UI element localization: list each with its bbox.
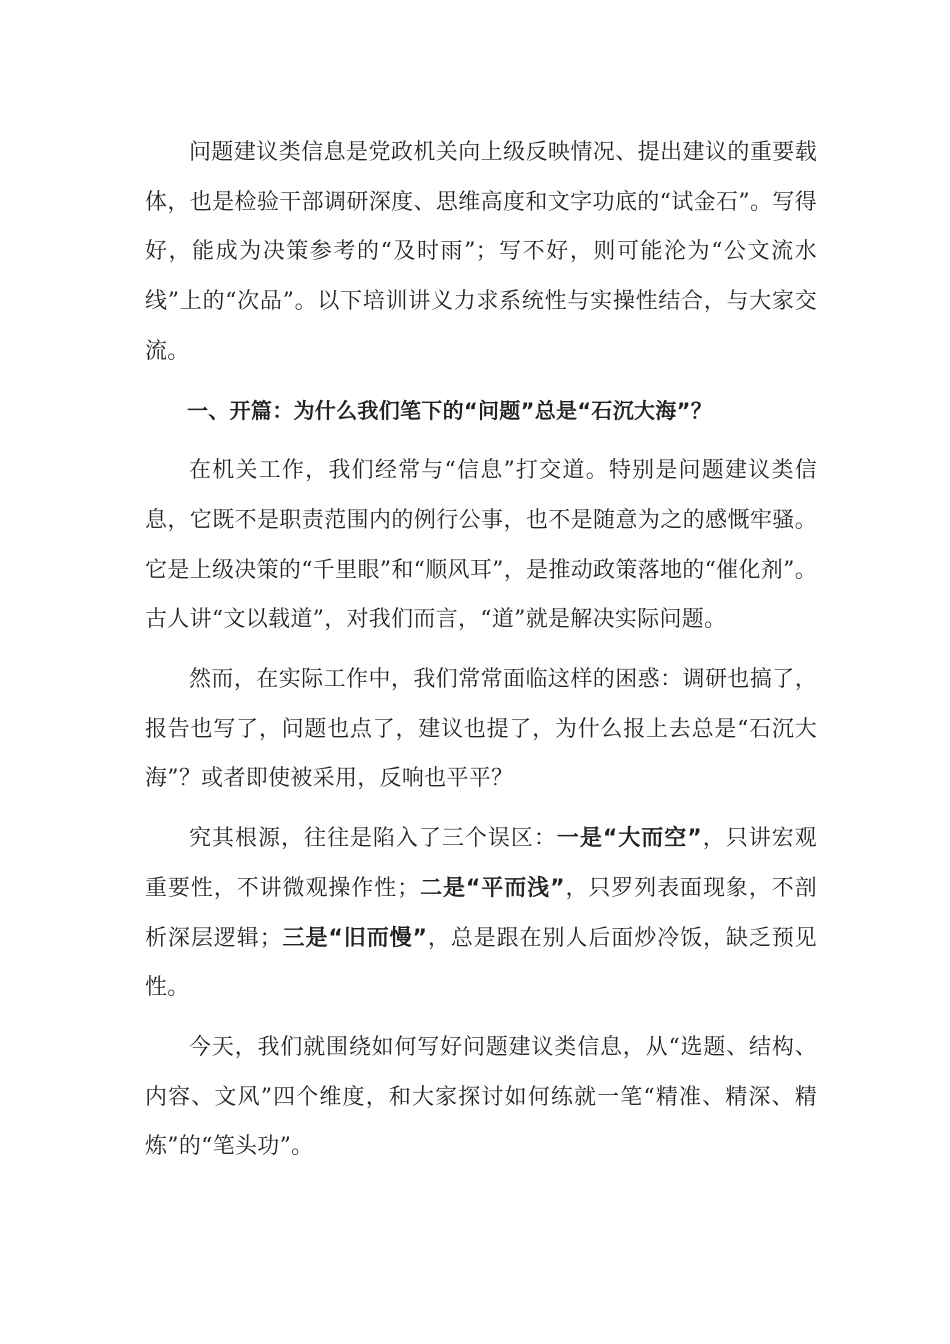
misconception-3-label: 三是“旧而慢” <box>281 925 428 951</box>
intro-paragraph: 问题建议类信息是党政机关向上级反映情况、提出建议的重要载体，也是检验干部调研深度、思维高度和文字功底的“试金石”。写得好，能成为决策参考的“及时雨”；写不好，则可能沦为“公文流水线”上的“次品”。以下培训讲义力求系统性与实操性结合，与大家交流。 <box>145 140 817 364</box>
body-paragraph-4: 今天，我们就围绕如何写好问题建议类信息，从“选题、结构、内容、文风”四个维度，和大家探讨如何练就一笔“精准、精深、精炼”的“笔头功”。 <box>145 1034 817 1160</box>
misconception-2-text: ，只罗列表面现象，不剖析深层逻辑； <box>145 875 817 951</box>
misconception-3-text: ，总是跟在别人后面炒冷饭，缺乏预见性。 <box>145 925 817 1001</box>
body-paragraph-3 <box>145 814 817 1013</box>
paragraph-lead-text: 究其根源，往往是陷入了三个误区： <box>189 826 557 852</box>
document-body <box>145 128 817 1182</box>
misconception-1-text: ，只讲宏观重要性，不讲微观操作性； <box>145 826 817 901</box>
misconception-2-label: 二是“平而浅” <box>419 875 565 901</box>
body-paragraph-1: 在机关工作，我们经常与“信息”打交道。特别是问题建议类信息，它既不是职责范围内的例行公事，也不是随意为之的感慨牢骚。它是上级决策的“千里眼”和“顺风耳”，是推动政策落地的“催化剂”。古人讲“文以载道”，对我们而言，“道”就是解决实际问题。 <box>145 458 817 633</box>
misconception-1-label: 一是“大而空” <box>556 826 703 852</box>
section-heading: 一、开篇：为什么我们笔下的“问题”总是“石沉大海”？ <box>187 398 713 423</box>
body-paragraph-2: 然而，在实际工作中，我们常常面临这样的困惑：调研也搞了，报告也写了，问题也点了，建议也提了，为什么报上去总是“石沉大海”？或者即使被采用，反响也平平？ <box>145 667 817 792</box>
